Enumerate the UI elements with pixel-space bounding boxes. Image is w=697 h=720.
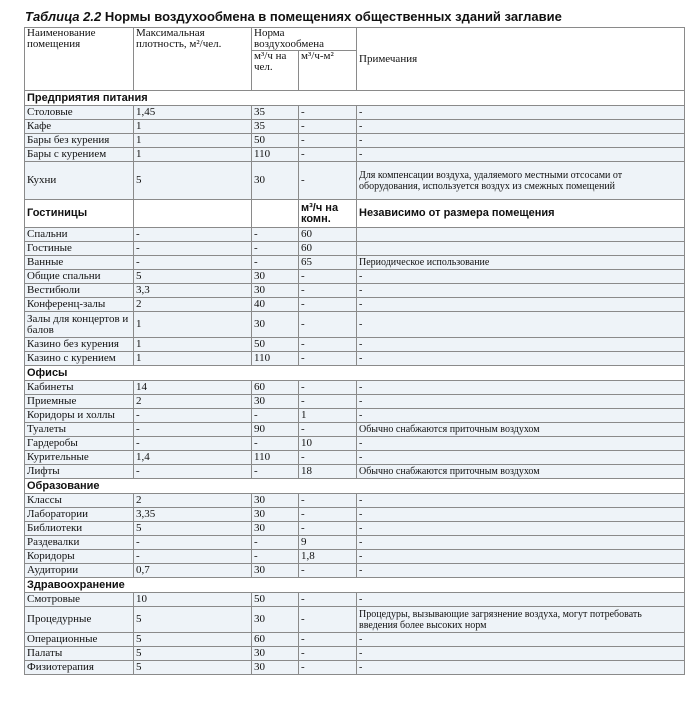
section-title: Здравоохранение [25,578,685,593]
per-m2-cell: - [299,593,357,607]
density-cell: 0,7 [134,564,252,578]
room-name-cell: Спальни [25,228,134,242]
density-cell: - [134,465,252,479]
density-cell: 1 [134,148,252,162]
per-m2-cell: - [299,607,357,633]
per-m2-cell: - [299,148,357,162]
note-cell: Процедуры, вызывающие загрязнение воздуха, могут потребовать введения более высоких норм [357,607,685,633]
room-name-cell: Лаборатории [25,508,134,522]
per-person-cell: 30 [252,395,299,409]
header-notes: Примечания [357,28,685,91]
table-row [25,284,685,298]
note-cell: - [357,522,685,536]
section-unit: м³/ч на комн. [299,200,357,228]
note-cell [357,242,685,256]
note-cell: - [357,508,685,522]
per-person-cell: - [252,409,299,423]
room-name-cell: Казино без курения [25,338,134,352]
per-m2-cell: - [299,352,357,366]
table-row [25,270,685,284]
per-person-cell: - [252,465,299,479]
density-cell: 5 [134,270,252,284]
per-m2-cell: 60 [299,228,357,242]
per-person-cell: 50 [252,338,299,352]
room-name-cell: Кафе [25,120,134,134]
table-row [25,134,685,148]
table-row [25,228,685,242]
table-container [24,27,685,675]
table-row [25,508,685,522]
table-row [25,148,685,162]
section-title: Офисы [25,366,685,381]
room-name-cell: Вестибюли [25,284,134,298]
note-cell: - [357,352,685,366]
room-name-cell: Бары с курением [25,148,134,162]
per-person-cell: - [252,256,299,270]
per-m2-cell: - [299,106,357,120]
table-row [25,607,685,633]
room-name-cell: Курительные [25,451,134,465]
per-m2-cell: 1 [299,409,357,423]
per-person-cell: 30 [252,564,299,578]
per-person-cell: 40 [252,298,299,312]
room-name-cell: Физиотерапия [25,661,134,675]
section-note-header: Независимо от размера помещения [357,200,685,228]
table-row [25,338,685,352]
per-m2-cell: - [299,284,357,298]
table-row [25,409,685,423]
table-row [25,242,685,256]
density-cell: 10 [134,593,252,607]
density-cell: 3,3 [134,284,252,298]
room-name-cell: Кухни [25,162,134,200]
density-cell: - [134,550,252,564]
per-person-cell: 35 [252,120,299,134]
per-person-cell: 30 [252,270,299,284]
header-per-m2: м³/ч-м² [299,51,357,91]
per-m2-cell: 1,8 [299,550,357,564]
per-m2-cell: 10 [299,437,357,451]
section-title: Предприятия питания [25,91,685,106]
per-person-cell: 50 [252,134,299,148]
section-title: Образование [25,479,685,494]
table-row [25,395,685,409]
room-name-cell: Библиотеки [25,522,134,536]
section-header-row [25,200,685,228]
per-m2-cell: - [299,661,357,675]
per-m2-cell: - [299,395,357,409]
room-name-cell: Кабинеты [25,381,134,395]
per-person-cell: 30 [252,607,299,633]
per-person-cell: 30 [252,162,299,200]
density-cell: - [134,228,252,242]
header-norm: Норма воздухообмена [252,28,357,51]
per-person-cell: 110 [252,451,299,465]
note-cell: - [357,338,685,352]
room-name-cell: Аудитории [25,564,134,578]
density-cell: 3,35 [134,508,252,522]
note-cell: - [357,381,685,395]
per-m2-cell: - [299,508,357,522]
per-person-cell: 35 [252,106,299,120]
section-header-row [25,479,685,494]
note-cell: Периодическое использование [357,256,685,270]
note-cell: - [357,593,685,607]
table-title-label: Таблица 2.2 [25,9,102,24]
table-row [25,256,685,270]
room-name-cell: Процедурные [25,607,134,633]
note-cell: Для компенсации воздуха, удаляемого местными отсосами от оборудования, используется воздух из смежных помещений [357,162,685,200]
per-m2-cell: - [299,381,357,395]
density-cell: 2 [134,298,252,312]
note-cell: - [357,550,685,564]
per-person-cell: 30 [252,661,299,675]
density-cell: 1 [134,352,252,366]
table-row [25,633,685,647]
room-name-cell: Смотровые [25,593,134,607]
per-person-cell: - [252,437,299,451]
table-row [25,564,685,578]
table-row [25,162,685,200]
note-cell: - [357,647,685,661]
per-person-cell: 110 [252,148,299,162]
density-cell: 14 [134,381,252,395]
section-header-row [25,366,685,381]
per-m2-cell: - [299,162,357,200]
table-row [25,661,685,675]
density-cell: 2 [134,395,252,409]
density-cell: - [134,437,252,451]
per-m2-cell: - [299,312,357,338]
note-cell [357,228,685,242]
density-cell: 1 [134,338,252,352]
note-cell: - [357,106,685,120]
per-m2-cell: - [299,338,357,352]
density-cell: 1 [134,312,252,338]
table-row [25,647,685,661]
density-cell: 5 [134,647,252,661]
table-row [25,494,685,508]
air-exchange-table [24,27,685,675]
section-header-row [25,578,685,593]
per-person-cell: 30 [252,522,299,536]
per-person-cell: 30 [252,494,299,508]
section-title: Гостиницы [25,200,134,228]
section-empty-cell [252,200,299,228]
room-name-cell: Классы [25,494,134,508]
density-cell: - [134,242,252,256]
room-name-cell: Гардеробы [25,437,134,451]
room-name-cell: Конференц-залы [25,298,134,312]
header-name: Наименование помещения [25,28,134,91]
per-m2-cell: 9 [299,536,357,550]
density-cell: - [134,423,252,437]
note-cell: - [357,633,685,647]
table-row [25,381,685,395]
note-cell: - [357,536,685,550]
room-name-cell: Операционные [25,633,134,647]
note-cell: - [357,270,685,284]
room-name-cell: Казино с курением [25,352,134,366]
per-m2-cell: - [299,451,357,465]
per-person-cell: 110 [252,352,299,366]
per-person-cell: 30 [252,312,299,338]
note-cell: - [357,134,685,148]
room-name-cell: Коридоры и холлы [25,409,134,423]
note-cell: - [357,451,685,465]
room-name-cell: Туалеты [25,423,134,437]
room-name-cell: Бары без курения [25,134,134,148]
per-m2-cell: - [299,633,357,647]
room-name-cell: Столовые [25,106,134,120]
per-m2-cell: 60 [299,242,357,256]
table-row [25,312,685,338]
room-name-cell: Залы для концертов и балов [25,312,134,338]
note-cell: - [357,437,685,451]
density-cell: 2 [134,494,252,508]
note-cell: Обычно снабжаются приточным воздухом [357,465,685,479]
per-person-cell: 30 [252,647,299,661]
note-cell: - [357,312,685,338]
table-row [25,536,685,550]
density-cell: - [134,409,252,423]
note-cell: - [357,564,685,578]
table-row [25,352,685,366]
note-cell: - [357,395,685,409]
per-m2-cell: - [299,564,357,578]
room-name-cell: Ванные [25,256,134,270]
per-m2-cell: - [299,120,357,134]
note-cell: - [357,148,685,162]
per-m2-cell: - [299,522,357,536]
note-cell: - [357,120,685,134]
note-cell: - [357,661,685,675]
note-cell: - [357,409,685,423]
per-m2-cell: - [299,423,357,437]
note-cell: - [357,284,685,298]
per-person-cell: 60 [252,633,299,647]
density-cell: 1,45 [134,106,252,120]
per-person-cell: 30 [252,508,299,522]
per-m2-cell: - [299,134,357,148]
table-row [25,423,685,437]
note-cell: Обычно снабжаются приточным воздухом [357,423,685,437]
table-row [25,593,685,607]
per-person-cell: 90 [252,423,299,437]
table-row [25,120,685,134]
table-row [25,106,685,120]
table-row [25,437,685,451]
table-title [25,9,562,24]
per-m2-cell: - [299,298,357,312]
room-name-cell: Раздевалки [25,536,134,550]
per-person-cell: 30 [252,284,299,298]
table-row [25,451,685,465]
density-cell: 5 [134,162,252,200]
room-name-cell: Палаты [25,647,134,661]
density-cell: 5 [134,661,252,675]
section-empty-cell [134,200,252,228]
per-m2-cell: - [299,647,357,661]
density-cell: 1 [134,134,252,148]
per-person-cell: - [252,550,299,564]
section-header-row [25,91,685,106]
table-row [25,465,685,479]
density-cell: 5 [134,607,252,633]
per-person-cell: - [252,536,299,550]
density-cell: 5 [134,522,252,536]
room-name-cell: Лифты [25,465,134,479]
room-name-cell: Коридоры [25,550,134,564]
per-m2-cell: 18 [299,465,357,479]
per-m2-cell: 65 [299,256,357,270]
per-m2-cell: - [299,270,357,284]
per-m2-cell: - [299,494,357,508]
density-cell: - [134,256,252,270]
table-row [25,522,685,536]
density-cell: 1 [134,120,252,134]
density-cell: 1,4 [134,451,252,465]
table-title-text: Нормы воздухообмена в помещениях общественных зданий заглавие [104,9,562,24]
room-name-cell: Общие спальни [25,270,134,284]
header-per-person: м³/ч на чел. [252,51,299,91]
table-row [25,550,685,564]
density-cell: 5 [134,633,252,647]
note-cell: - [357,298,685,312]
per-person-cell: 50 [252,593,299,607]
per-person-cell: - [252,228,299,242]
density-cell: - [134,536,252,550]
table-row [25,298,685,312]
note-cell: - [357,494,685,508]
per-person-cell: - [252,242,299,256]
header-density: Максимальная плотность, м²/чел. [134,28,252,91]
room-name-cell: Приемные [25,395,134,409]
room-name-cell: Гостиные [25,242,134,256]
per-person-cell: 60 [252,381,299,395]
